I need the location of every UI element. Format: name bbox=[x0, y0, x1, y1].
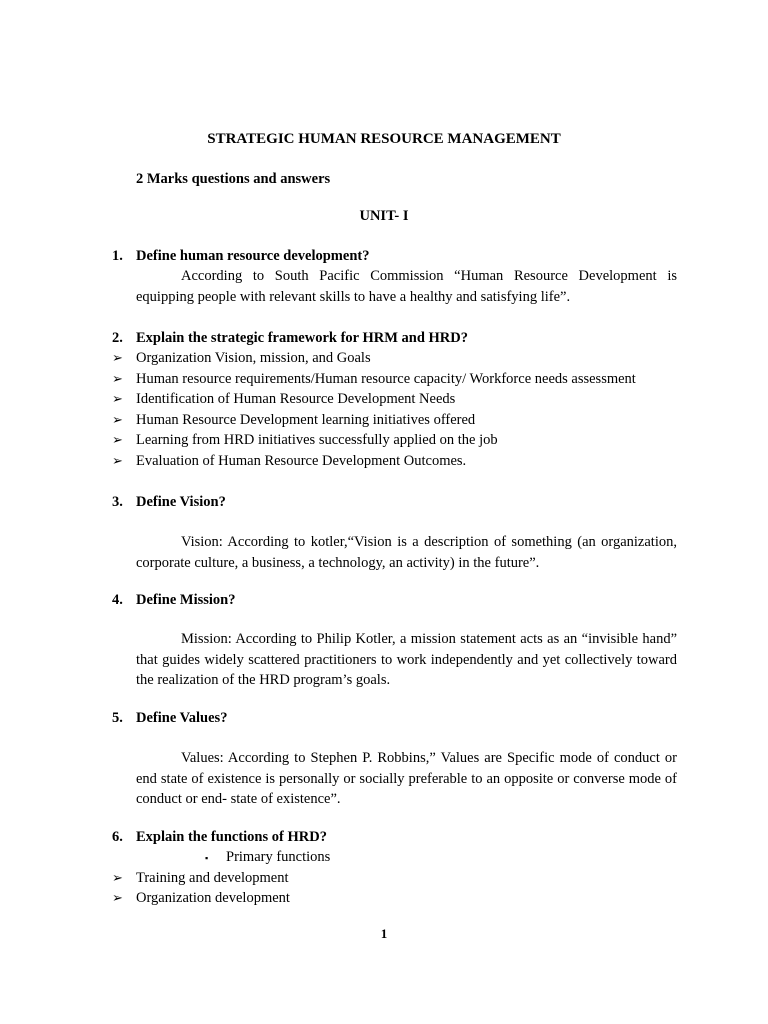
functions-heading: Primary functions bbox=[226, 849, 331, 865]
question-number: 6. bbox=[112, 829, 123, 845]
answer-4 bbox=[136, 629, 677, 691]
unit-heading: UNIT- I bbox=[359, 208, 409, 224]
arrow-bullet-icon: ➢ bbox=[112, 453, 123, 468]
square-bullet-icon: ▪ bbox=[205, 853, 209, 863]
question-number: 5. bbox=[112, 710, 123, 726]
question-number: 3. bbox=[112, 494, 123, 510]
question-text: Define human resource development? bbox=[136, 248, 370, 264]
answer-text: Mission: According to Philip Kotler, a mission statement acts as an “invisible hand” that guides widely scattered practitioners to work independently and yet collectively toward the realization of the HRD program’s goals. bbox=[136, 631, 677, 688]
answer-text: Values: According to Stephen P. Robbins,” Values are Specific mode of conduct or end state of existence is personally or socially preferable to an opposite or converse mode of conduct or end- state of existence”. bbox=[136, 750, 677, 807]
arrow-bullet-icon: ➢ bbox=[112, 890, 123, 905]
question-text: Explain the strategic framework for HRM and HRD? bbox=[136, 330, 468, 346]
question-text: Define Values? bbox=[136, 710, 228, 726]
question-text: Define Mission? bbox=[136, 592, 236, 608]
arrow-bullet-icon: ➢ bbox=[112, 412, 123, 427]
answer-text: According to South Pacific Commission “Human Resource Development is equipping people with relevant skills to have a healthy and satisfying life”. bbox=[136, 268, 677, 305]
arrow-bullet-icon: ➢ bbox=[112, 432, 123, 447]
question-number: 2. bbox=[112, 330, 123, 346]
arrow-bullet-icon: ➢ bbox=[112, 371, 123, 386]
document-page: STRATEGIC HUMAN RESOURCE MANAGEMENT 2 Marks questions and answers UNIT- I 1. Define human resource development? According to South Pacific Commission “Human Resource Development is equipping people with relevant skills to have a healthy and satisfying life”. 2. Explain the strategic framework for HRM and HRD? ➢ Organization Vision, mission, and Goals ➢ Human resource requirements/Human resource capacity/ Workforce needs assessment ➢ Identification of Human Resource Development Needs ➢ Human Resource Development learning initiatives offered ➢ Learning from HRD initiatives successfully applied on the job ➢ Evaluation of Human Resource Development Outcomes. 3. Define Vision? Vision: According to kotler,“Vision is a description of something (an organization, corporate culture, a business, a technology, an activity) in the future”. 4. Define Mission? Mission: According to Philip Kotler, a mission statement acts as an “invisible hand” that guides widely scattered practitioners to work independently and yet collectively toward the realization of the HRD program’s goals. 5. Define Values? Values: According to Stephen P. Robbins,” Values are Specific mode of conduct or end state of existence is personally or socially preferable to an opposite or converse mode of conduct or end- state of existence”. 6. Explain the functions of HRD? ▪ Primary functions ➢ Training and development ➢ Organization development 1 bbox=[0, 0, 768, 1024]
answer-1 bbox=[136, 266, 677, 307]
arrow-bullet-icon: ➢ bbox=[112, 391, 123, 406]
question-number: 1. bbox=[112, 248, 123, 264]
answer-5 bbox=[136, 748, 677, 810]
question-number: 4. bbox=[112, 592, 123, 608]
page-number: 1 bbox=[380, 926, 388, 941]
answer-text: Vision: According to kotler,“Vision is a description of something (an organization, corporate culture, a business, a technology, an activity) in the future”. bbox=[136, 534, 677, 571]
answer-3 bbox=[136, 532, 677, 573]
question-text: Define Vision? bbox=[136, 494, 226, 510]
arrow-bullet-icon: ➢ bbox=[112, 350, 123, 365]
document-title: STRATEGIC HUMAN RESOURCE MANAGEMENT bbox=[207, 131, 561, 147]
arrow-bullet-icon: ➢ bbox=[112, 870, 123, 885]
document-subtitle: 2 Marks questions and answers bbox=[136, 171, 331, 187]
question-text: Explain the functions of HRD? bbox=[136, 829, 327, 845]
